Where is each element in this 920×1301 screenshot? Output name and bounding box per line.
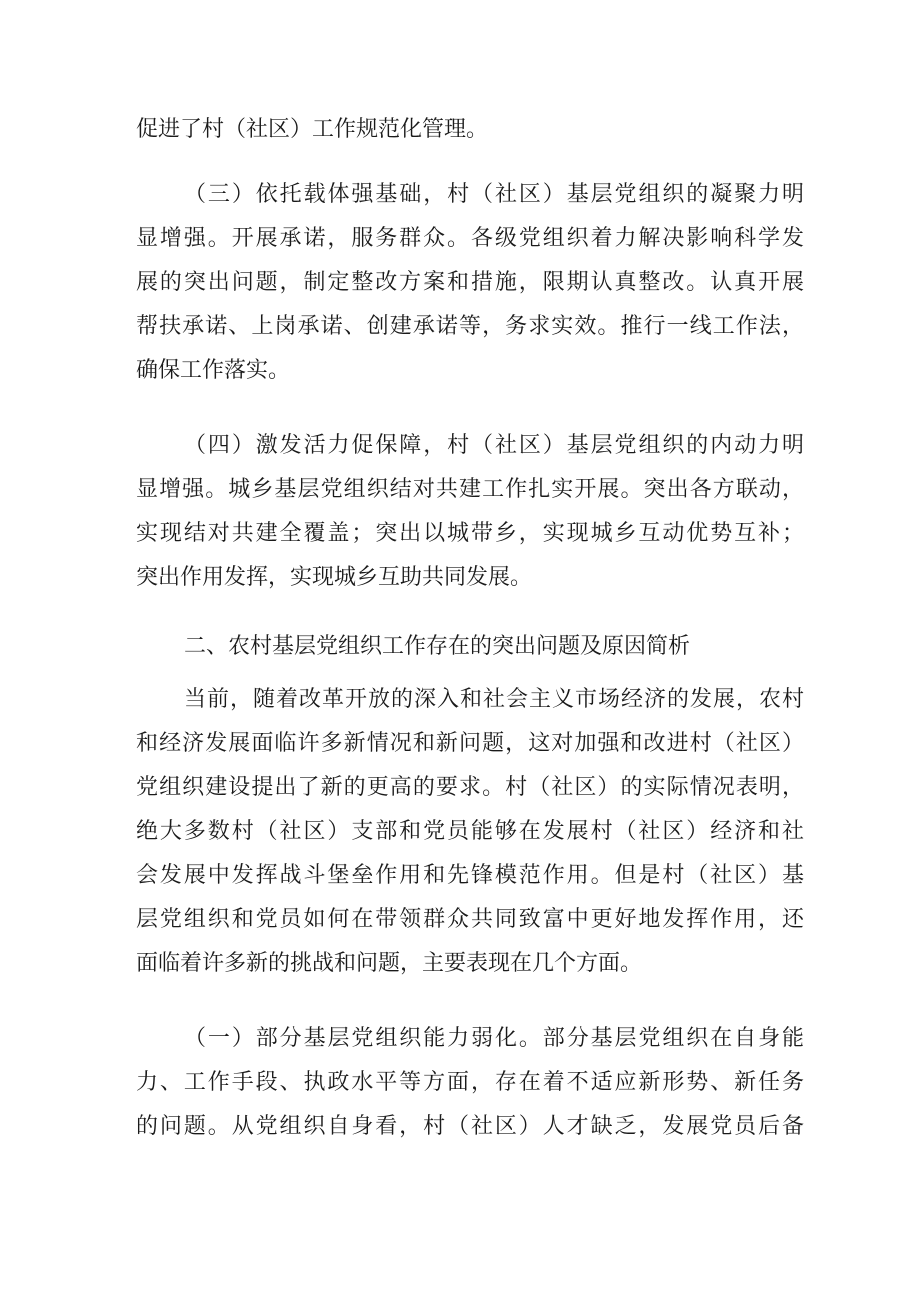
text-line: 会发展中发挥战斗堡垒作用和先锋模范作用。但是村（社区）基 <box>136 863 804 888</box>
paragraph-first-line: （四）激发活力促保障，村（社区）基层党组织的内动力明 <box>184 433 804 458</box>
section-heading: 二、农村基层党组织工作存在的突出问题及原因简析 <box>184 634 691 659</box>
text-line: 显增强。城乡基层党组织结对共建工作扎实开展。突出各方联动， <box>136 477 804 502</box>
text-line: 党组织建设提出了新的更高的要求。村（社区）的实际情况表明， <box>136 775 804 800</box>
text-line: 促进了村（社区）工作规范化管理。 <box>136 117 489 142</box>
text-line: 层党组织和党员如何在带领群众共同致富中更好地发挥作用，还 <box>136 907 804 932</box>
text-line: 和经济发展面临许多新情况和新问题，这对加强和改进村（社区） <box>136 731 804 756</box>
text-line: 显增强。开展承诺，服务群众。各级党组织着力解决影响科学发 <box>136 226 804 251</box>
text-line: 确保工作落实。 <box>136 358 291 383</box>
text-line: 的问题。从党组织自身看，村（社区）人才缺乏，发展党员后备 <box>136 1114 804 1139</box>
text-line: 展的突出问题，制定整改方案和措施，限期认真整改。认真开展 <box>136 270 804 295</box>
paragraph-first-line: 当前，随着改革开放的深入和社会主义市场经济的发展，农村 <box>184 687 804 712</box>
text-line: 力、工作手段、执政水平等方面，存在着不适应新形势、新任务 <box>136 1070 804 1095</box>
text-line: 突出作用发挥，实现城乡互助共同发展。 <box>136 565 533 590</box>
text-line: 帮扶承诺、上岗承诺、创建承诺等，务求实效。推行一线工作法， <box>136 314 804 339</box>
text-line: 面临着许多新的挑战和问题，主要表现在几个方面。 <box>136 951 643 976</box>
paragraph-first-line: （三）依托载体强基础，村（社区）基层党组织的凝聚力明 <box>184 182 804 207</box>
text-line: 绝大多数村（社区）支部和党员能够在发展村（社区）经济和社 <box>136 819 804 844</box>
text-line: 实现结对共建全覆盖；突出以城带乡，实现城乡互动优势互补； <box>136 521 804 546</box>
paragraph-first-line: （一）部分基层党组织能力弱化。部分基层党组织在自身能 <box>184 1026 804 1051</box>
